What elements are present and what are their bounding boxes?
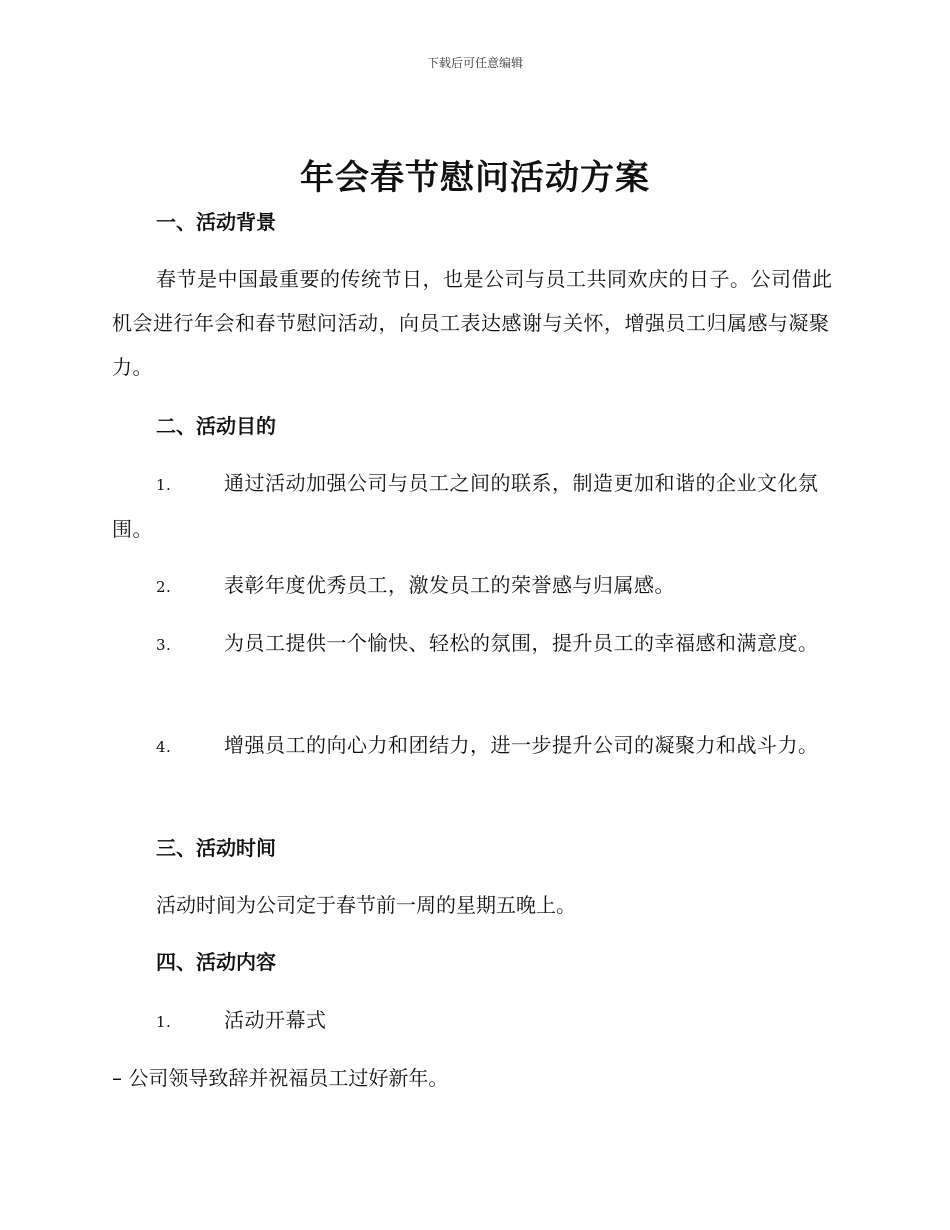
purpose-item — [112, 563, 842, 609]
section-time — [112, 833, 842, 863]
time-text: 活动时间为公司定于春节前一周的星期五晚上。 — [156, 893, 576, 917]
list-item — [112, 998, 842, 1044]
list-item — [112, 461, 842, 551]
list-item — [112, 621, 842, 667]
header-note: 下载后可任意编辑 — [426, 56, 523, 70]
purpose-item — [112, 461, 842, 551]
purpose-item — [112, 723, 842, 769]
content-item — [112, 998, 842, 1044]
section-heading: 一、活动背景 — [156, 210, 276, 234]
list-text: 表彰年度优秀员工，激发员工的荣誉感与归属感。 — [224, 573, 675, 597]
list-item — [112, 723, 842, 769]
list-number: 3. — [156, 636, 172, 654]
list-text: 增强员工的向心力和团结力，进一步提升公司的凝聚力和战斗力。 — [224, 733, 819, 757]
background-paragraph-block — [112, 257, 842, 389]
section-content — [112, 947, 842, 977]
document-title: 年会春节慰问活动方案 — [300, 158, 650, 198]
content-detail-block — [112, 1063, 842, 1093]
section-heading: 三、活动时间 — [156, 836, 276, 860]
list-number: 2. — [156, 578, 172, 596]
section-background — [112, 207, 842, 237]
list-number: 1. — [156, 476, 172, 494]
list-text: 为员工提供一个愉快、轻松的氛围，提升员工的幸福感和满意度。 — [224, 631, 819, 655]
section-heading: 四、活动内容 — [156, 950, 276, 974]
section-purpose — [112, 411, 842, 441]
section-heading: 二、活动目的 — [156, 414, 276, 438]
list-number: 4. — [156, 738, 172, 756]
list-text: 通过活动加强公司与员工之间的联系，制造更加和谐的企业文化氛围。 — [112, 471, 819, 541]
list-item — [112, 563, 842, 609]
list-text: 活动开幕式 — [224, 1008, 327, 1032]
time-text-block — [112, 890, 842, 920]
purpose-item — [112, 621, 842, 667]
background-paragraph: 春节是中国最重要的传统节日，也是公司与员工共同欢庆的日子。公司借此机会进行年会和春节慰问活动，向员工表达感谢与关怀，增强员工归属感与凝聚力。 — [112, 267, 833, 379]
content-detail: – 公司领导致辞并祝福员工过好新年。 — [112, 1066, 449, 1090]
list-number: 1. — [156, 1013, 172, 1031]
